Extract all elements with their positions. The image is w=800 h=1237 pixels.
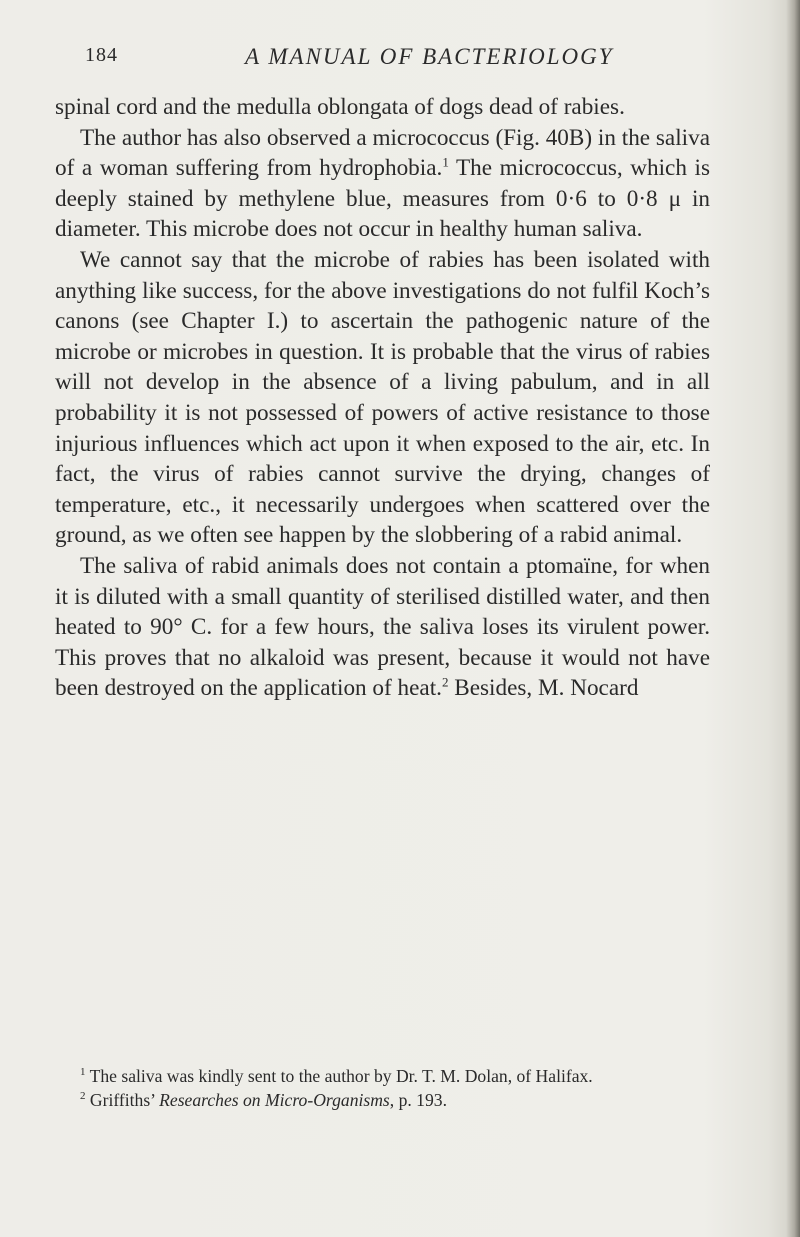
paragraph: The author has also observed a micrococcus (Fig. 40B) in the saliva of a woman suffering from hydrophobia.$^1$ The micrococcus, which is deeply stained by methylene blue, measures from 0·6 to 0·8 μ in diameter. This microbe does not occur in healthy human saliva. [55,124,711,243]
footnote-mark: 1 [80,1066,86,1079]
running-title: A MANUAL OF BACTERIOLOGY [245,44,614,69]
page-edge-shadow [786,0,800,1237]
footnote: $^1$ The saliva was kindly sent to the author by Dr. T. M. Dolan, of Halifax. [80,1066,593,1086]
footnotes [55,1064,710,1112]
page-number: 184 [85,44,118,66]
paragraph: The saliva of rabid animals does not contain a ptomaïne, for when it is diluted with a small quantity of sterilised distilled water, and then heated to 90° C. for a few hours, the saliva loses its virulent power. This proves that no alkaloid was present, because it would not have been destroyed on the application of heat.$^2$ Besides, M. Nocard [55,552,710,702]
page-header [85,44,725,74]
footnote-mark: 2 [80,1090,86,1103]
footnote-reference: 2 [441,674,449,690]
footnote: $^2$ Griffiths’ Researches on Micro-Organisms, p. 193. [80,1090,447,1110]
footnote-reference: 1 [442,154,449,170]
paragraph: We cannot say that the microbe of rabies has been isolated with anything like success, for the above investigations do not fulfil Koch’s canons (see Chapter I.) to ascertain the pathogenic nature of the microbe or microbes in question. It is probable that the virus of rabies will not develop in the absence of a living pabulum, and in all probability it is not possessed of powers of active resistance to those injurious influences which act upon it when exposed to the air, etc. In fact, the virus of rabies cannot survive the drying, changes of temperature, etc., it necessarily undergoes when scattered over the ground, as we often see happen by the slobbering of a rabid animal. [55,246,710,549]
body-text [55,92,710,704]
paragraph: spinal cord and the medulla oblongata of dogs dead of rabies. [55,94,625,120]
cited-title: Researches on Micro-Organisms [159,1090,390,1110]
